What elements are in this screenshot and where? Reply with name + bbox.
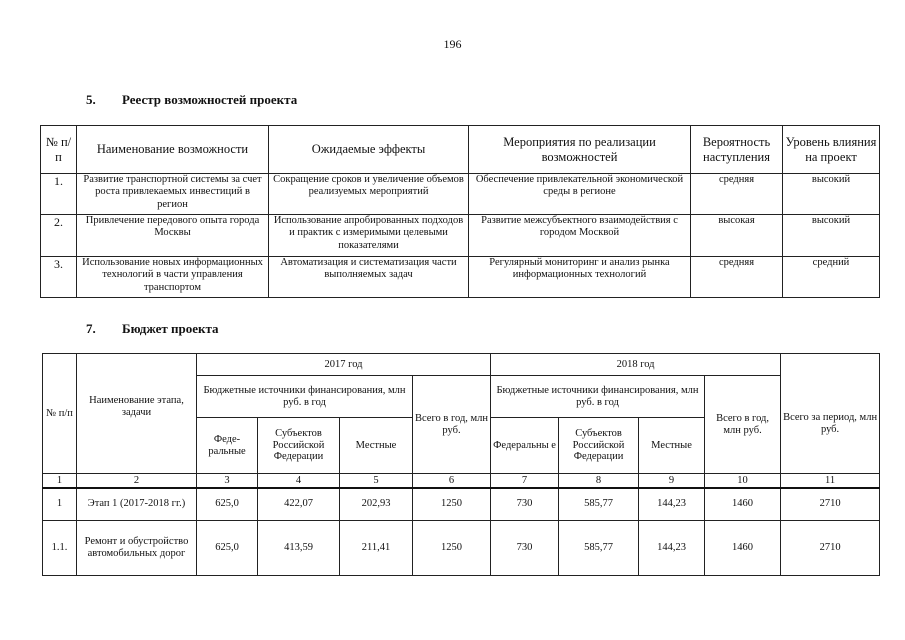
row-total-period: 2710 [781, 520, 880, 575]
section-5-title: Реестр возможностей проекта [122, 92, 298, 107]
header-num: № п/п [41, 126, 77, 174]
row-num: 1 [43, 488, 77, 520]
row-impact: высокий [783, 174, 880, 215]
row-subjects-2018: 585,77 [559, 488, 639, 520]
row-subjects-2017: 422,07 [258, 488, 340, 520]
opportunities-register-table [40, 125, 880, 298]
header-year-2017: 2017 год [197, 354, 491, 376]
row-expected-effects: Автоматизация и систематизация части выполняемых задач [269, 257, 469, 298]
header-federal-2017: Феде-ральные [197, 418, 258, 474]
table-row [41, 174, 880, 215]
row-total-2018: 1460 [705, 488, 781, 520]
budget-header-years-row [43, 354, 880, 376]
column-index: 10 [705, 474, 781, 489]
header-total-2017: Всего в год, млн руб. [413, 376, 491, 474]
header-year-2018: 2018 год [491, 354, 781, 376]
section-5-heading [86, 92, 297, 108]
section-7-number: 7. [86, 321, 96, 336]
row-probability: средняя [691, 174, 783, 215]
header-total-2018: Всего в год, млн руб. [705, 376, 781, 474]
header-subjects-2017: Субъектов Российской Федерации [258, 418, 340, 474]
row-num: 2. [41, 215, 77, 257]
row-federal-2018: 730 [491, 520, 559, 575]
row-stage-name: Ремонт и обустройство автомобильных дорог [77, 520, 197, 575]
table-row [41, 215, 880, 257]
header-stage-name: Наименование этапа, задачи [77, 354, 197, 474]
row-federal-2017: 625,0 [197, 520, 258, 575]
row-federal-2018: 730 [491, 488, 559, 520]
column-index: 8 [559, 474, 639, 489]
header-subjects-2018: Субъектов Российской Федерации [559, 418, 639, 474]
column-index: 5 [340, 474, 413, 489]
project-budget-table [42, 353, 880, 576]
column-index-row [43, 474, 880, 489]
column-index: 11 [781, 474, 880, 489]
header-local-2018: Местные [639, 418, 705, 474]
row-federal-2017: 625,0 [197, 488, 258, 520]
row-local-2017: 202,93 [340, 488, 413, 520]
row-total-period: 2710 [781, 488, 880, 520]
column-index: 1 [43, 474, 77, 489]
row-impact: средний [783, 257, 880, 298]
row-opportunity-name: Развитие транспортной системы за счет роста привлекаемых инвестиций в регион [77, 174, 269, 215]
row-num: 1.1. [43, 520, 77, 575]
row-total-2017: 1250 [413, 520, 491, 575]
row-opportunity-name: Использование новых информационных технологий в части управления транспортом [77, 257, 269, 298]
row-num: 3. [41, 257, 77, 298]
section-7-heading [86, 321, 219, 337]
row-measures: Регулярный мониторинг и анализ рынка информационных технологий [469, 257, 691, 298]
header-local-2017: Местные [340, 418, 413, 474]
table-row [41, 257, 880, 298]
header-budget-sources-2018: Бюджетные источники финансирования, млн руб. в год [491, 376, 705, 418]
header-federal-2018: Федеральны е [491, 418, 559, 474]
section-7-title: Бюджет проекта [122, 321, 219, 336]
header-budget-sources-2017: Бюджетные источники финансирования, млн руб. в год [197, 376, 413, 418]
page-number: 196 [443, 37, 462, 51]
column-index: 4 [258, 474, 340, 489]
row-probability: средняя [691, 257, 783, 298]
section-5-number: 5. [86, 92, 96, 107]
row-num: 1. [41, 174, 77, 215]
column-index: 6 [413, 474, 491, 489]
header-total-period: Всего за период, млн руб. [781, 354, 880, 474]
row-subjects-2018: 585,77 [559, 520, 639, 575]
header-expected-effects: Ожидаемые эффекты [269, 126, 469, 174]
table-row [43, 520, 880, 575]
row-impact: высокий [783, 215, 880, 257]
table-header-row [41, 126, 880, 174]
header-opportunity-name: Наименование возможности [77, 126, 269, 174]
row-total-2017: 1250 [413, 488, 491, 520]
row-measures: Развитие межсубъектного взаимодействия с городом Москвой [469, 215, 691, 257]
header-impact: Уровень влияния на проект [783, 126, 880, 174]
row-stage-name: Этап 1 (2017-2018 гг.) [77, 488, 197, 520]
column-index: 7 [491, 474, 559, 489]
column-index: 9 [639, 474, 705, 489]
table-row [43, 488, 880, 520]
row-local-2018: 144,23 [639, 520, 705, 575]
row-expected-effects: Сокращение сроков и увеличение объемов реализуемых мероприятий [269, 174, 469, 215]
header-num: № п/п [43, 354, 77, 474]
row-local-2017: 211,41 [340, 520, 413, 575]
column-index: 2 [77, 474, 197, 489]
header-probability: Вероятность наступления [691, 126, 783, 174]
row-subjects-2017: 413,59 [258, 520, 340, 575]
row-measures: Обеспечение привлекательной экономической среды в регионе [469, 174, 691, 215]
row-opportunity-name: Привлечение передового опыта города Москвы [77, 215, 269, 257]
row-expected-effects: Использование апробированных подходов и практик с измеримыми целевыми показателями [269, 215, 469, 257]
row-local-2018: 144,23 [639, 488, 705, 520]
row-total-2018: 1460 [705, 520, 781, 575]
row-probability: высокая [691, 215, 783, 257]
column-index: 3 [197, 474, 258, 489]
header-measures: Мероприятия по реализации возможностей [469, 126, 691, 174]
